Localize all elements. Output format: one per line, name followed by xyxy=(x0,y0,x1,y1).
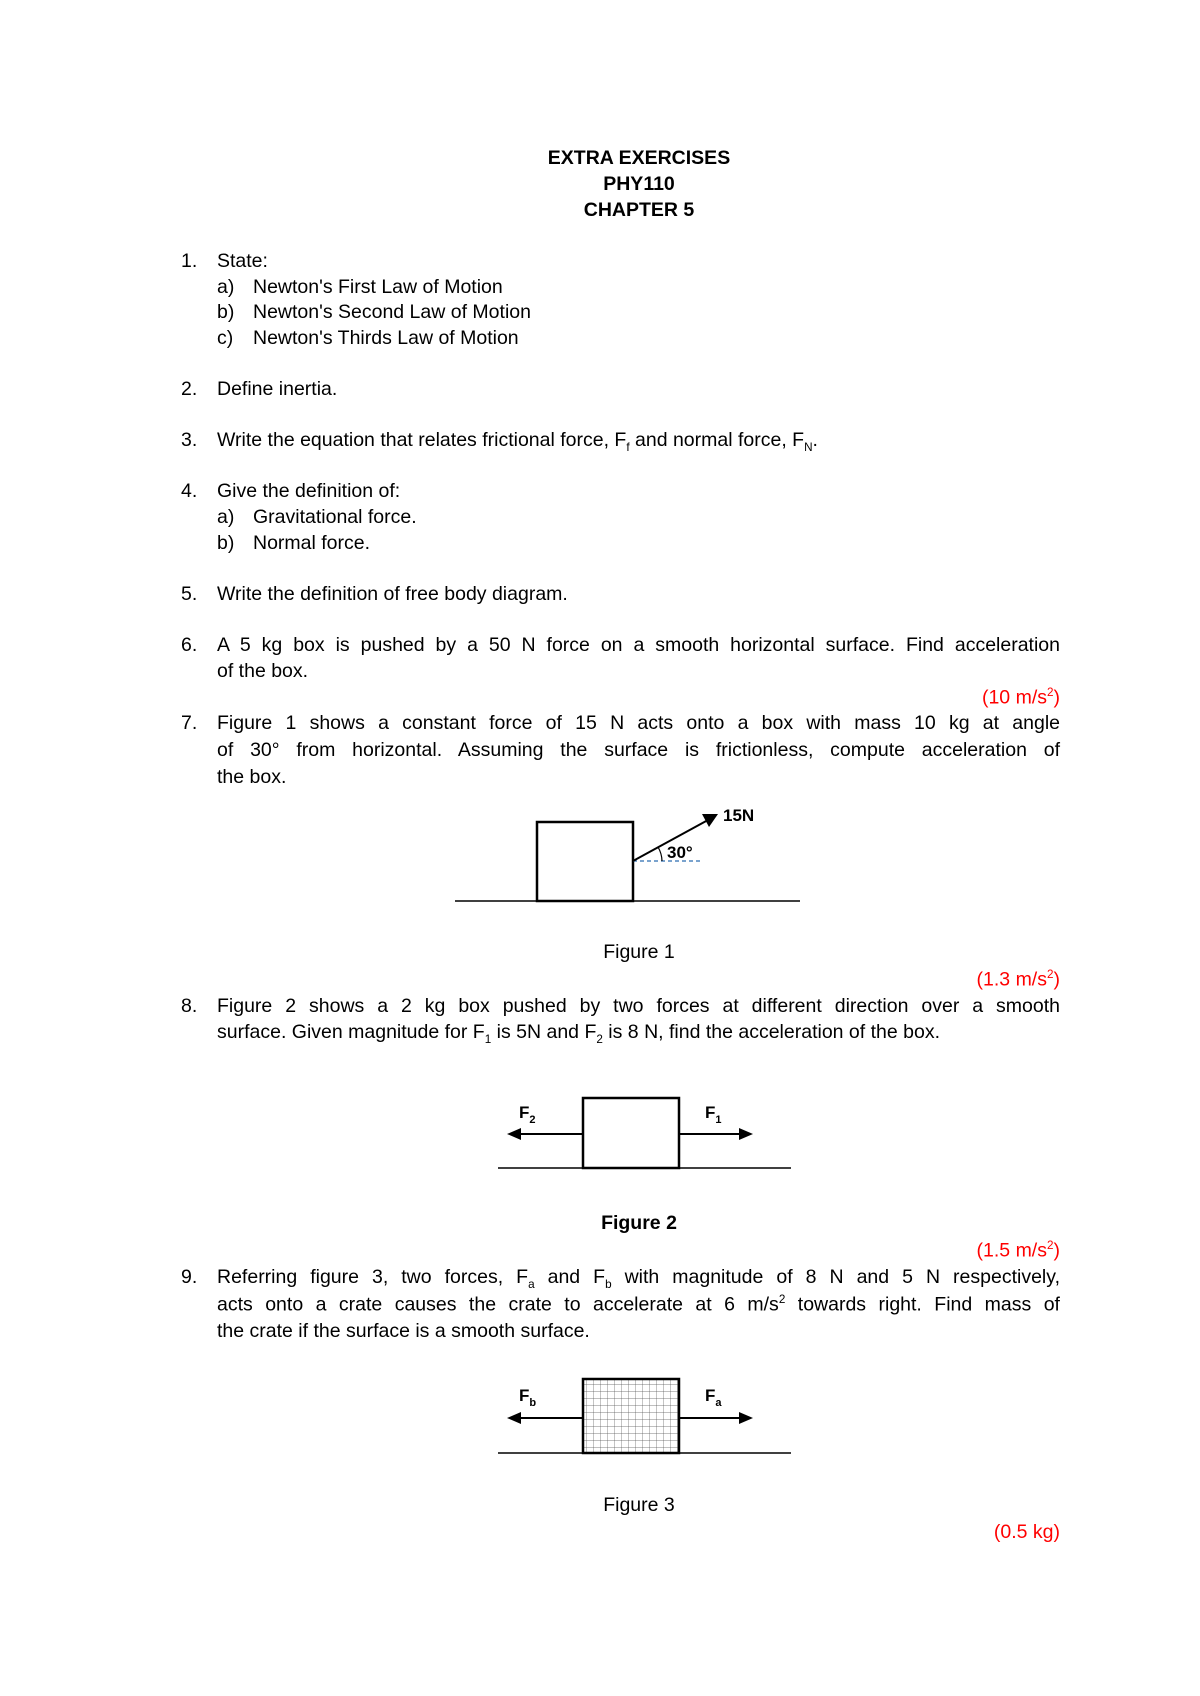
q8-number: 8. xyxy=(181,995,198,1017)
q5-text: Write the definition of free body diagram. xyxy=(217,583,568,605)
q7-line-3: the box. xyxy=(217,766,287,788)
q8-answer: (1.5 $m/s^2$) xyxy=(976,1239,1060,1262)
q4-b-text: Normal force. xyxy=(253,532,371,554)
q4-text: Give the definition of: xyxy=(217,480,401,502)
q4-a-label: a) xyxy=(217,506,235,528)
q6-number: 6. xyxy=(181,634,198,656)
figure-3-caption: Figure 3 xyxy=(603,1494,675,1516)
q6-line-1: A 5 kg box is pushed by a 50 N force on a smooth horizontal surface. Find acceleration xyxy=(217,634,1060,656)
q9-line-1: Referring figure 3, two forces, $F_a$ and $F_b$ with magnitude of 8 N and 5 N respectively, xyxy=(217,1266,1060,1291)
q9-line-2: acts onto a crate causes the crate to accelerate at 6 $m/s^2$ towards right. Find mass of xyxy=(217,1293,1060,1316)
title-line-2: PHY110 xyxy=(603,173,675,195)
q1-b-label: b) xyxy=(217,301,235,323)
q6-answer: (10 $m/s^2$) xyxy=(981,686,1060,709)
q4-number: 4. xyxy=(181,480,198,502)
f2-arrowhead-icon xyxy=(507,1128,521,1140)
q3-number: 3. xyxy=(181,429,198,451)
q3-text: Write the equation that relates frictional force, $F_f$ and normal force, $F_N$. xyxy=(217,429,818,454)
q7-line-2: of 30° from horizontal. Assuming the surface is frictionless, compute acceleration of xyxy=(217,739,1060,761)
fa-arrowhead-icon xyxy=(739,1412,753,1424)
q4-b-label: b) xyxy=(217,532,235,554)
q9-answer: (0.5 kg) xyxy=(993,1521,1060,1543)
q6-line-2: of the box. xyxy=(217,660,309,682)
f1-arrowhead-icon xyxy=(739,1128,753,1140)
box xyxy=(537,822,633,901)
f2-label: $F_2$ xyxy=(519,1103,536,1126)
q1-text: State: xyxy=(217,250,268,272)
fb-label: $F_b$ xyxy=(519,1386,537,1409)
q8-line-1: Figure 2 shows a 2 kg box pushed by two forces at different direction over a smooth xyxy=(217,995,1060,1017)
figure-1-diagram xyxy=(450,800,810,910)
q1-c-text: Newton's Thirds Law of Motion xyxy=(253,327,519,349)
q7-line-1: Figure 1 shows a constant force of 15 N acts onto a box with mass 10 kg at angle xyxy=(217,712,1060,734)
force-label: 15N xyxy=(723,806,755,825)
crate xyxy=(583,1379,679,1453)
figure-1-caption: Figure 1 xyxy=(603,941,675,963)
q8-line-2: surface. Given magnitude for $F_1$ is 5N and $F_2$ is 8 N, find the acceleration of the box. xyxy=(217,1021,940,1046)
q1-c-label: c) xyxy=(217,327,234,349)
title-line-1: EXTRA EXERCISES xyxy=(547,147,731,169)
q1-number: 1. xyxy=(181,250,198,272)
q1-a-label: a) xyxy=(217,276,235,298)
q4-a-text: Gravitational force. xyxy=(253,506,417,528)
fb-arrowhead-icon xyxy=(507,1412,521,1424)
figure-2-caption: Figure 2 xyxy=(601,1212,677,1234)
q1-b-text: Newton's Second Law of Motion xyxy=(253,301,531,323)
q9-line-3: the crate if the surface is a smooth surface. xyxy=(217,1320,590,1342)
title-line-3: CHAPTER 5 xyxy=(583,199,695,221)
q7-number: 7. xyxy=(181,712,198,734)
f1-label: $F_1$ xyxy=(705,1103,722,1126)
q9-number: 9. xyxy=(181,1266,198,1288)
figure-2-diagram xyxy=(495,1085,795,1175)
fa-label: $F_a$ xyxy=(705,1386,722,1409)
q7-answer: (1.3 $m/s^2$) xyxy=(976,968,1060,991)
figure-3-diagram xyxy=(495,1370,795,1460)
angle-label: 30° xyxy=(667,843,693,862)
force-arrowhead-icon xyxy=(702,814,718,827)
q2-number: 2. xyxy=(181,378,198,400)
q1-a-text: Newton's First Law of Motion xyxy=(253,276,503,298)
q5-number: 5. xyxy=(181,583,198,605)
angle-arc xyxy=(658,847,662,861)
box xyxy=(583,1098,679,1168)
q2-text: Define inertia. xyxy=(217,378,338,400)
